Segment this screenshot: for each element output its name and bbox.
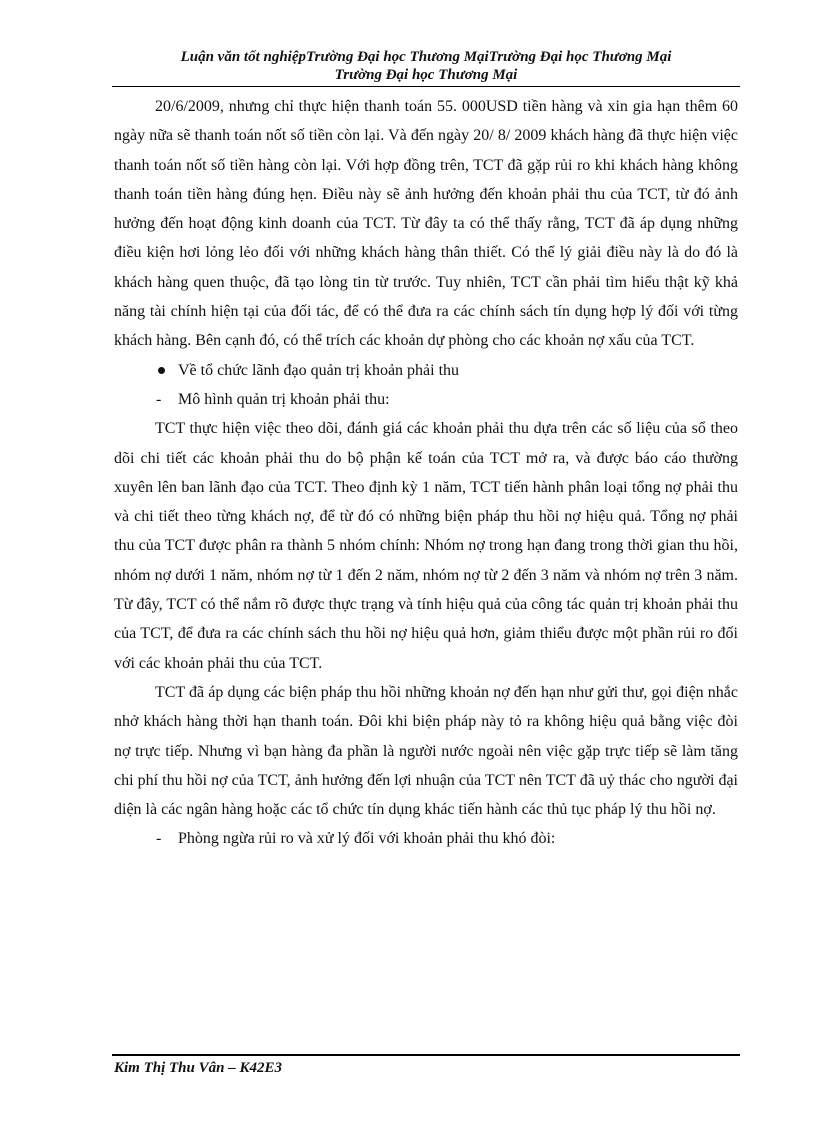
footer-author: Kim Thị Thu Vân – K42E3 — [114, 1060, 282, 1076]
dash-item-2 — [114, 824, 738, 853]
dash-marker: - — [156, 830, 162, 848]
document-body — [114, 92, 738, 854]
paragraph-1: 20/6/2009, nhưng chỉ thực hiện thanh toán 55. 000USD tiền hàng và xin gia hạn thêm 60 ngày nữa sẽ thanh toán nốt số tiền còn lại. Và đến ngày 20/ 8/ 2009 khách hàng đã thực hiện việc thanh toán nốt số tiền hàng còn lại. Với hợp đồng trên, TCT đã gặp rủi ro khi khách hàng không thanh toán tiền hàng đúng hẹn. Điều này sẽ ảnh hưởng đến khoản phải thu của TCT, từ đó ảnh hưởng đến hoạt động kinh doanh của TCT. Từ đây ta có thể thấy rằng, TCT đã áp dụng những điều kiện hơi lỏng lẻo đối với những khách hàng thân thiết. Có thể lý giải điều này là do đó là khách hàng quen thuộc, đã tạo lòng tin từ trước. Tuy nhiên, TCT cần phải tìm hiểu thật kỹ khả năng tài chính hiện tại của đối tác, để có thể đưa ra các chính sách tín dụng hợp lý đối với từng khách hàng. Bên cạnh đó, có thể trích các khoản dự phòng cho các khoản nợ xấu của TCT. — [114, 98, 738, 350]
dash-item-1 — [114, 385, 738, 414]
page-header — [112, 48, 740, 84]
header-divider — [112, 86, 740, 87]
header-line-2: Trường Đại học Thương Mại — [334, 67, 518, 83]
header-line-1: Luận văn tốt nghiệpTrường Đại học Thương MạiTrường Đại học Thương Mại — [180, 49, 672, 65]
bullet-text: Về tổ chức lãnh đạo quản trị khoản phải thu — [178, 361, 460, 379]
dash-text-2: Phòng ngừa rủi ro và xử lý đối với khoản phải thu khó đòi: — [178, 830, 556, 848]
paragraph-2: TCT thực hiện việc theo dõi, đánh giá các khoản phải thu dựa trên các số liệu của sổ theo dõi chi tiết các khoản phải thu do bộ phận kế toán của TCT mở ra, và được báo cáo thường xuyên lên ban lãnh đạo của TCT. Theo định kỳ 1 năm, TCT tiến hành phân loại tổng nợ phải thu và chi tiết theo từng khách nợ, để từ đó có những biện pháp thu hồi nợ hiệu quả. Tổng nợ phải thu của TCT được phân ra thành 5 nhóm chính: Nhóm nợ trong hạn đang trong thời gian thu hồi, nhóm nợ dưới 1 năm, nhóm nợ từ 1 đến 2 năm, nhóm nợ từ 2 đến 3 năm và nhóm nợ trên 3 năm. Từ đây, TCT có thể nắm rõ được thực trạng và tính hiệu quả của công tác quản trị khoản phải thu của TCT, để đưa ra các chính sách thu hồi nợ hiệu quả hơn, giảm thiểu được một phần rủi ro đối với các khoản phải thu của TCT. — [114, 420, 738, 672]
dash-marker: - — [156, 390, 162, 408]
footer-divider — [112, 1054, 740, 1056]
paragraph-3: TCT đã áp dụng các biện pháp thu hồi những khoản nợ đến hạn như gửi thư, gọi điện nhắc nhở khách hàng thời hạn thanh toán. Đôi khi biện pháp này tỏ ra không hiệu quả bằng việc đòi nợ trực tiếp. Nhưng vì bạn hàng đa phần là người nước ngoài nên việc gặp trực tiếp sẽ làm tăng chi phí thu hồi nợ của TCT, ảnh hưởng đến lợi nhuận của TCT nên TCT đã uỷ thác cho người đại diện là các ngân hàng hoặc các tổ chức tín dụng khác tiến hành các thủ tục pháp lý thu hồi nợ. — [114, 683, 738, 819]
bullet-icon — [158, 367, 165, 374]
bullet-item — [114, 356, 738, 385]
dash-text-1: Mô hình quản trị khoản phải thu: — [178, 390, 390, 408]
